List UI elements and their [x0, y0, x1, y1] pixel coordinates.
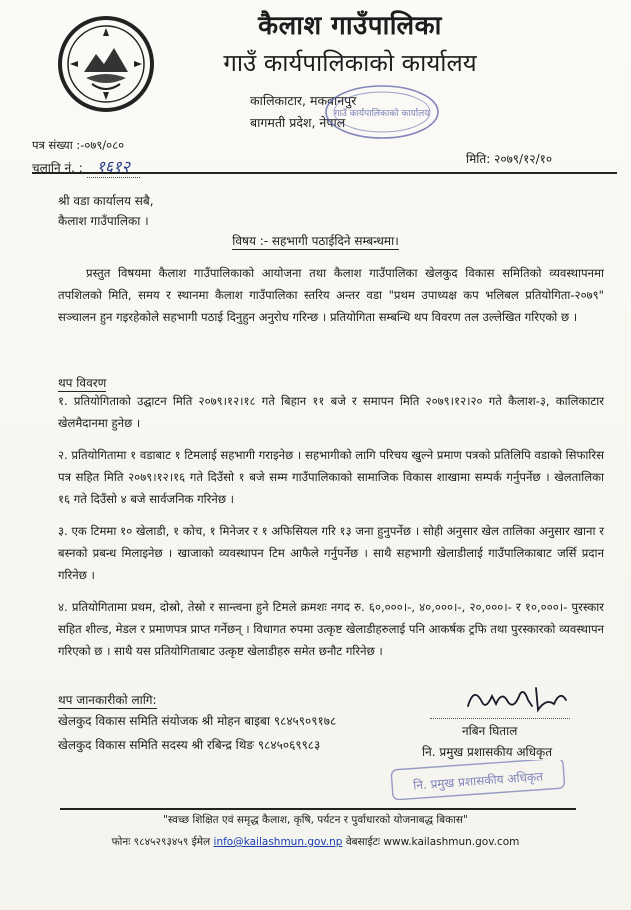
subject-line [0, 232, 631, 249]
signer-name: नबिन घिताल [462, 724, 518, 738]
footer-website-link[interactable]: www.kailashmun.gov.com [383, 836, 520, 848]
footer-email-link[interactable]: info@kailashmun.gov.np [213, 836, 343, 848]
designation-stamp [388, 760, 568, 800]
contact-coordinator: खेलकुद विकास समिति संयोजक श्री मोहन बाइबा ९८४५९०९१७८ [58, 714, 337, 728]
contact-member: खेलकुद विकास समिति सदस्य श्री रबिन्द्र थिङ ९८४५०६९९८३ [58, 738, 321, 752]
dispatch-value: १६१२ [87, 155, 140, 178]
signature-line [430, 718, 570, 719]
municipality-emblem [56, 14, 156, 114]
letter-date: मिति: २०७९/१२/१० [466, 152, 553, 166]
subject-text: विषय :- सहभागी पठाईदिने सम्बन्धमा। [232, 234, 399, 248]
address-line-1: कालिकाटार, मकवानपुर [250, 93, 357, 108]
handwritten-signature [462, 680, 572, 720]
detail-item-1: १. प्रतियोगिताको उद्घाटन मिति २०७९।१२।१८ गते बिहान ११ बजे र समापन मिति २०७९।१२।२० गते कैलाश-३, कालिकाटार खेलमैदानमा हुनेछ । [58, 394, 604, 430]
recipient-line-2: कैलाश गाउँपालिका । [58, 214, 149, 228]
office-stamp-text: गाउँ कार्यपालिकाको कार्यालय [334, 109, 430, 119]
footer-website-label: वेबसाईटः [345, 836, 381, 848]
more-info-heading: थप जानकारीको लागि: [58, 693, 157, 707]
detail-item-3: ३. एक टिममा १० खेलाडी, १ कोच, १ मिनेजर र १ अफिसियल गरि १३ जना हुनुपर्नेछ । सोही अनुसार खेल तालिका अनुसार खाना र बस्नको प्रबन्ध मिलाइनेछ । खाजाको व्यवस्थापन टिम आफैले गर्नुपर्नेछ । साथै सहभागी खेलाडीलाई गाउँपालिकाबाट जर्सि प्रदान गरिनेछ । [58, 524, 604, 582]
office-stamp [322, 82, 442, 142]
reference-number: पत्र संख्या :-०७९/०८० [32, 138, 125, 152]
signer-title: नि. प्रमुख प्रशासकीय अधिकृत [422, 745, 553, 759]
recipient-line-1: श्री वडा कार्यालय सबै, [58, 194, 154, 208]
detail-item-2: २. प्रतियोगितामा १ वडाबाट १ टिमलाई सहभागी गराइनेछ । सहभागीको लागि परिचय खुल्ने प्रमाण पत्रको प्रतिलिपि वडाको सिफारिस पत्र सहित मिति २०७९।१२।१६ गते दिउँसो १ बजे सम्म गाउँपालिकाको सामाजिक विकास शाखामा सम्पर्क गर्नुपर्नेछ । खेलतालिका १६ गते दिउँसो ४ बजे सार्वजनिक गरिनेछ । [58, 448, 604, 506]
detail-item-4: ४. प्रतियोगितामा प्रथम, दोस्रो, तेस्रो र सान्त्वना हुने टिमले क्रमशः नगद रु. ६०,०००।-, ४०,०००।-, २०,०००।- र १०,०००।- पुरस्कार सहित शील्ड, मेडल र प्रमाणपत्र प्राप्त गर्नेछन् । विधागत रुपमा उत्कृष्ट खेलाडीहरुलाई पनि आकर्षक ट्रफि तथा पुरस्कारको व्यवस्थापन गरिएको छ । साथै यस प्रतियोगिताबाट उत्कृष्ट खेलाडीहरु समेत छनौट गरिनेछ । [58, 600, 604, 658]
address-line-2: बागमती प्रदेश, नेपाल [250, 115, 346, 130]
designation-stamp-text: नि. प्रमुख प्रशासकीय अधिकृत [412, 769, 544, 793]
municipality-name: कैलाश गाउँपालिका [258, 11, 442, 41]
footer-email-label: ईमेल [191, 836, 211, 848]
body-intro: प्रस्तुत विषयमा कैलाश गाउँपालिकाको आयोजना तथा कैलाश गाउँपालिका खेलकुद विकास समितिको व्यवस्थापनमा तपशिलको मिति, समय र स्थानमा कैलाश गाउँपालिका स्तरिय अन्तर वडा "प्रथम उपाध्यक्ष कप भलिबल प्रतियोगिता-२०७९" सञ्चालन हुन गइरहेकोले सहभागी पठाई दिनुहुन अनुरोध गरिन्छ । प्रतियोगिता सम्बन्धि थप विवरण तल उल्लेखित गरिएको छ । [58, 266, 604, 324]
details-heading: थप विवरण [58, 376, 107, 390]
footer-divider [60, 808, 576, 810]
office-name: गाउँ कार्यपालिकाको कार्यालय [223, 49, 477, 77]
footer-phone: फोनः ९८४५२९३४५९ [111, 836, 189, 848]
header-divider [32, 172, 617, 174]
dispatch-number [32, 155, 140, 178]
footer-slogan: "स्वच्छ शिक्षित एवं समृद्ध कैलाश, कृषि, पर्यटन र पुर्वाधारको योजनाबद्ध बिकास" [163, 814, 468, 826]
footer-contact [0, 835, 631, 849]
dispatch-label: चलानि नं. : [32, 161, 83, 175]
